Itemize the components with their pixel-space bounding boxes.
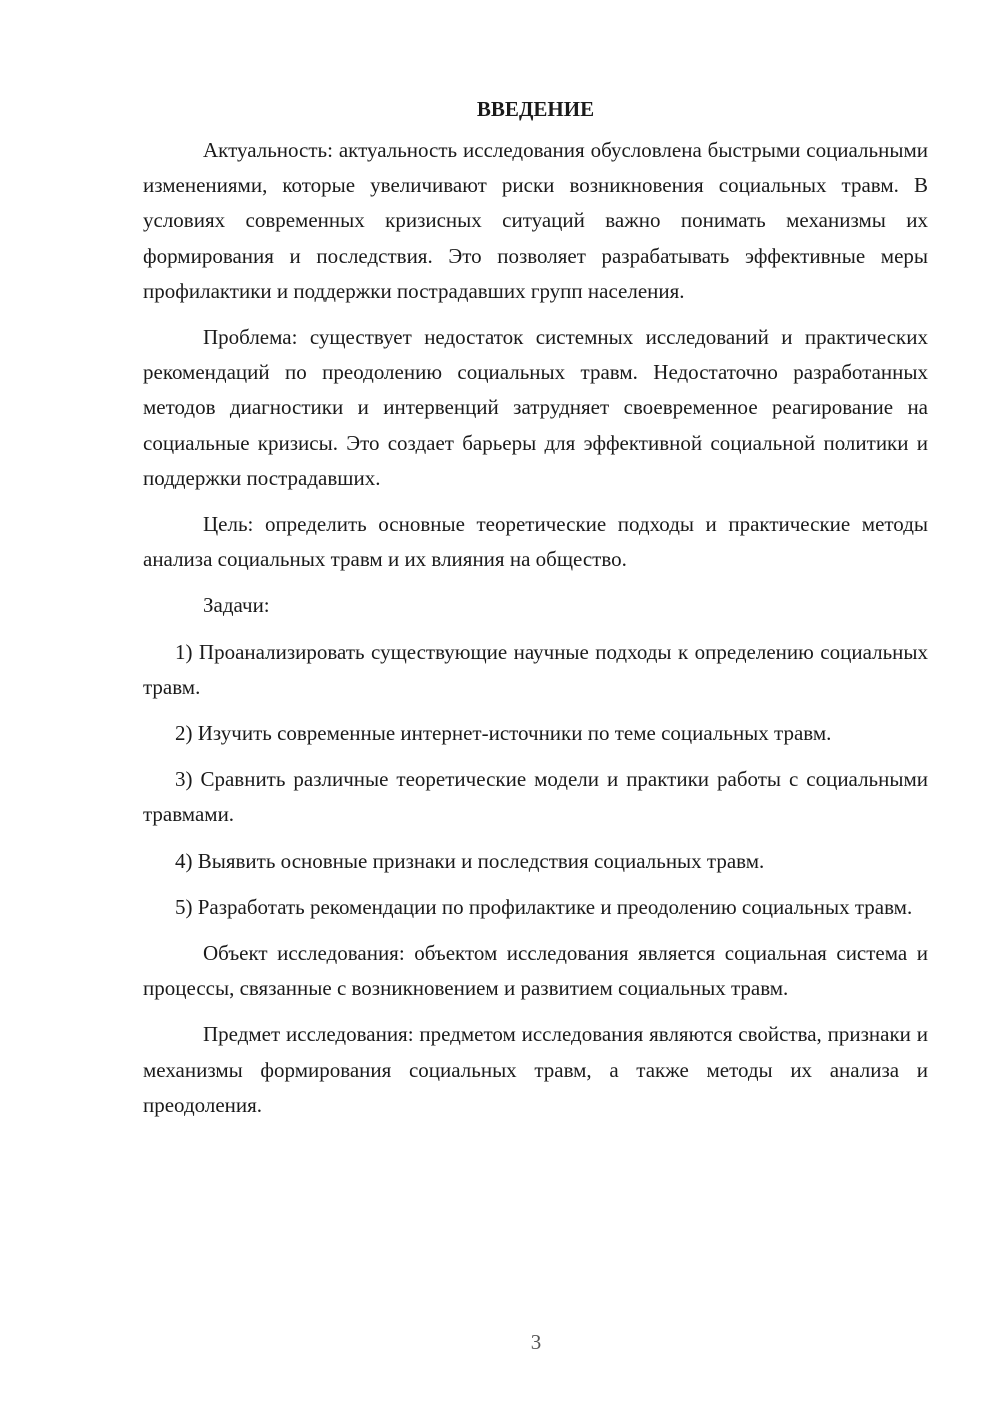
- relevance-paragraph: Актуальность: актуальность исследования обусловлена быстрыми социальными изменениями, которые увеличивают риски возникновения социальных травм. В условиях современных кризисных ситуаций важно понимать механизмы их формирования и последствия. Это позволяет разрабатывать эффективные меры профилактики и поддержки пострадавших групп населения.: [143, 138, 928, 303]
- object-paragraph: Объект исследования: объектом исследования является социальная система и процессы, связанные с возникновением и развитием социальных травм.: [143, 941, 928, 1001]
- problem-paragraph: Проблема: существует недостаток системных исследований и практических рекомендаций по преодолению социальных травм. Недостаточно разработанных методов диагностики и интервенций затрудняет своевременное реагирование на социальные кризисы. Это создает барьеры для эффективной социальной политики и поддержки пострадавших.: [143, 325, 928, 490]
- goal-paragraph: Цель: определить основные теоретические подходы и практические методы анализа социальных травм и их влияния на общество.: [143, 512, 928, 572]
- document-page: [143, 92, 928, 1134]
- tasks-heading: Задачи:: [203, 593, 270, 618]
- task-item: 1) Проанализировать существующие научные подходы к определению социальных травм.: [143, 639, 928, 699]
- subject-paragraph: Предмет исследования: предметом исследования являются свойства, признаки и механизмы формирования социальных травм, а также методы их анализа и преодоления.: [143, 1022, 928, 1117]
- page-number: 3: [530, 1330, 542, 1354]
- task-item: 4) Выявить основные признаки и последствия социальных травм.: [175, 848, 765, 873]
- task-item: 3) Сравнить различные теоретические модели и практики работы с социальными травмами.: [143, 767, 928, 827]
- task-item: 2) Изучить современные интернет-источники по теме социальных травм.: [175, 721, 832, 746]
- task-item: 5) Разработать рекомендации по профилактике и преодолению социальных травм.: [175, 894, 913, 919]
- section-title: ВВЕДЕНИЕ: [476, 97, 595, 121]
